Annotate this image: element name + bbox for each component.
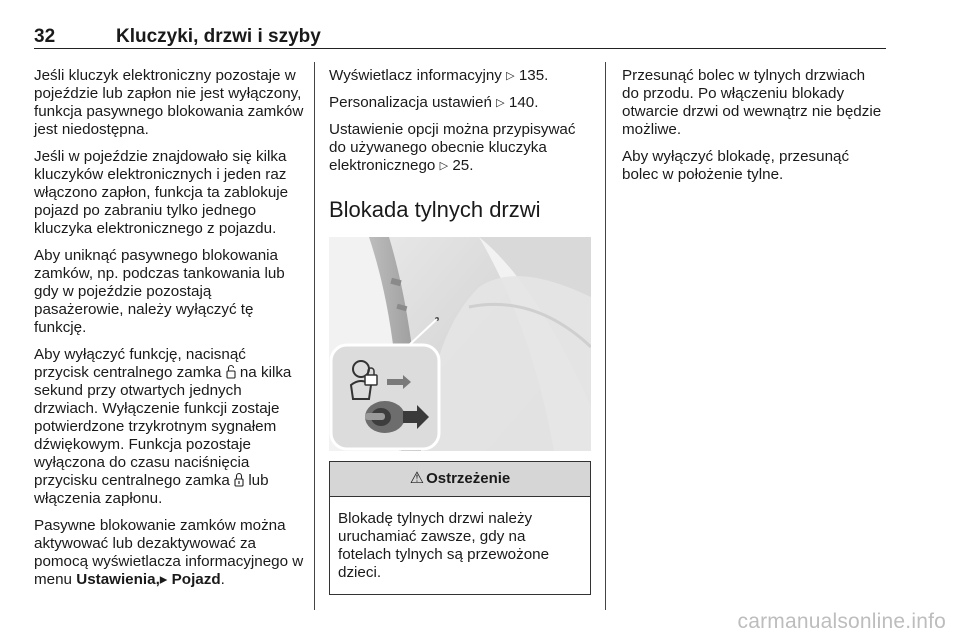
menu-separator: ,▸ [155,571,168,588]
unlock-icon [226,364,236,379]
reference-page: 135. [518,67,549,84]
paragraph [329,94,594,112]
warning-box [329,461,591,595]
page-header [34,24,886,49]
paragraph-text: lub włączenia zapłonu. [34,472,269,507]
paragraph: Przesunąć bolec w tylnych drzwiach do przodu. Po włączeniu blokady otwarcie drzwi od wewnątrz nie będzie możliwe. [622,67,882,138]
door-diagram-icon [329,237,591,451]
column-right [622,67,884,193]
reference-text: Ustawienie opcji można przypisywać do używanego obecnie kluczyka elektronicznego [329,121,576,174]
column-divider [605,62,606,610]
reference-text: Wyświetlacz informacyjny [329,67,502,84]
paragraph [329,67,594,85]
child-lock-illustration [329,237,591,451]
paragraph-text: Pasywne blokowanie zamków można aktywować lub dezaktywować za pomocą wyświetlacza informacyjnego w menu [34,517,304,588]
paragraph-end: . [220,571,225,588]
paragraph [34,517,304,589]
paragraph [34,346,304,508]
warning-icon: ⚠ [409,470,425,487]
reference-page: 140. [508,94,539,111]
paragraph: Jeśli kluczyk elektroniczny pozostaje w pojeździe lub zapłon nie jest wyłączony, funkcja pasywnego blokowania zamków jest niedostępna. [34,67,304,138]
warning-text: Blokadę tylnych drzwi należy uruchamiać zawsze, gdy na fotelach tylnych są przewożone dzieci. [338,510,550,581]
reference-text: Personalizacja ustawień [329,94,492,111]
reference-arrow-icon: ▷ [496,97,505,109]
paragraph-text: Aby wyłączyć funkcję, nacisnąć przycisk centralnego zamka [34,346,246,381]
column-left [34,67,304,598]
paragraph: Aby uniknąć pasywnego blokowania zamków, np. podczas tankowania lub gdy w pojeździe pozostają pasażerowie, należy wyłączyć tę funkcję. [34,247,285,336]
paragraph [329,121,594,175]
section-heading: Blokada tylnych drzwi [329,197,541,222]
warning-header [330,462,590,497]
menu-item-settings: Ustawienia [76,571,156,588]
paragraph-text: na kilka sekund przy otwartych jednych drzwiach. Wyłączenie funkcji zostaje potwierdzone trzykrotnym sygnałem dźwiękowym. Funkcja pozostaje wyłączona do czasu naciśnięcia przycisku centralnego zamka [34,364,292,489]
column-middle [329,67,594,595]
warning-title: Ostrzeżenie [426,470,511,487]
chapter-title: Kluczyki, drzwi i szyby [116,26,321,47]
reference-page: 25. [452,157,474,174]
reference-arrow-icon: ▷ [506,70,515,82]
column-divider [314,62,315,610]
reference-arrow-icon: ▷ [439,160,449,172]
watermark: carmanualsonline.info [737,610,946,633]
menu-item-vehicle: Pojazd [171,571,221,588]
lock-icon [234,472,244,487]
paragraph: Aby wyłączyć blokadę, przesunąć bolec w położenie tylne. [622,148,850,183]
paragraph: Jeśli w pojeździe znajdowało się kilka kluczyków elektronicznych i jeden raz włączono zapłon, funkcja ta zablokuje pojazd po zabraniu tylko jednego kluczyka elektronicznego z pojazdu. [34,148,289,237]
page-number: 32 [34,26,56,47]
